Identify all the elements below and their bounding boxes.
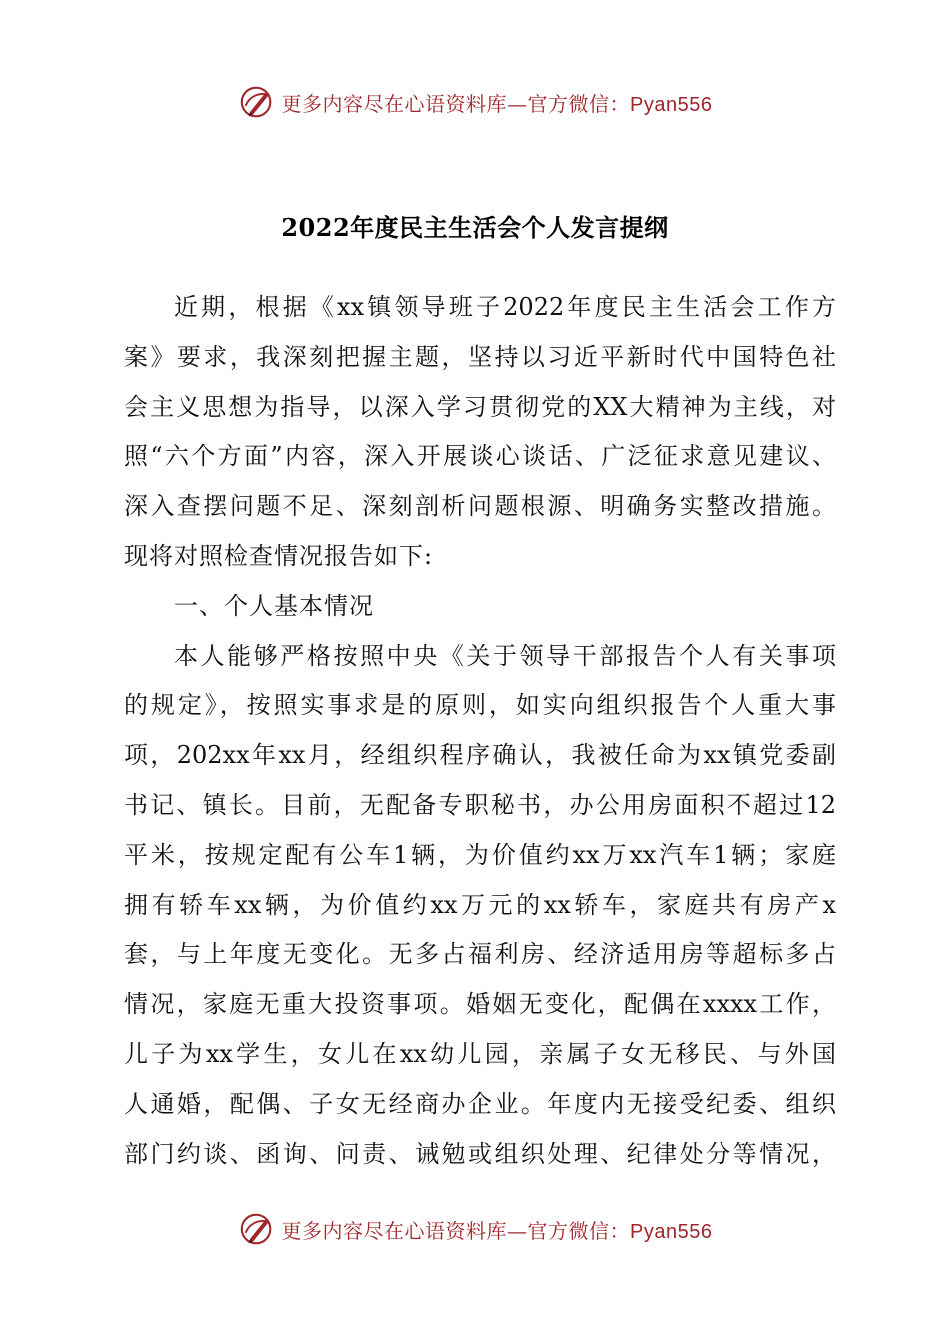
paragraph-line: 近期，根据《xx镇领导班子2022年度民主生活会工作方 [174, 293, 836, 321]
document-title: 2022年度民主生活会个人发言提纲 [281, 213, 669, 242]
paragraph-line: 项，202xx年xx月，经组织程序确认，我被任命为xx镇党委副 [124, 741, 836, 770]
section-heading: 一、个人基本情况 [174, 591, 374, 620]
paragraph-line: 儿子为xx学生，女儿在xx幼儿园，亲属子女无移民、与外国 [124, 1039, 836, 1068]
paragraph-line: 照“六个方面”内容，深入开展谈心谈话、广泛征求意见建议、 [124, 442, 836, 471]
paragraph-line: 书记、镇长。目前，无配备专职秘书，办公用房面积不超过12 [124, 790, 836, 819]
pen-swirl-logo-icon [238, 83, 276, 121]
wechat-id: Pyan556 [630, 1220, 713, 1243]
paragraph-line: 案》要求，我深刻把握主题，坚持以习近平新时代中国特色社 [124, 342, 836, 371]
header-banner [0, 80, 950, 124]
paragraph-line: 部门约谈、函询、问责、诫勉或组织处理、纪律处分等情况， [124, 1139, 836, 1168]
wechat-id: Pyan556 [630, 93, 713, 116]
paragraph-line: 现将对照检查情况报告如下: [124, 541, 434, 570]
document-body [124, 283, 836, 1179]
paragraph-line: 人通婚，配偶、子女无经商办企业。年度内无接受纪委、组织 [124, 1089, 836, 1118]
banner-text: 更多内容尽在心语资料库—官方微信：Pyan556 [281, 1218, 713, 1243]
paragraph-line: 的规定》，按照实事求是的原则，如实向组织报告个人重大事 [124, 691, 836, 720]
footer-banner [0, 1207, 950, 1251]
pen-swirl-logo-icon [238, 1210, 276, 1248]
paragraph-line: 平米，按规定配有公车1辆，为价值约xx万xx汽车1辆；家庭 [124, 840, 836, 869]
paragraph-line: 套，与上年度无变化。无多占福利房、经济适用房等超标多占 [124, 940, 836, 969]
paragraph-line: 情况，家庭无重大投资事项。婚姻无变化，配偶在xxxx工作， [124, 990, 836, 1019]
paragraph-line: 本人能够严格按照中央《关于领导干部报告个人有关事项 [174, 641, 836, 670]
paragraph-line: 深入查摆问题不足、深刻剖析问题根源、明确务实整改措施。 [124, 492, 836, 521]
paragraph-line: 拥有轿车xx辆，为价值约xx万元的xx轿车，家庭共有房产x [124, 890, 836, 919]
banner-text: 更多内容尽在心语资料库—官方微信：Pyan556 [281, 91, 713, 116]
paragraph-line: 会主义思想为指导，以深入学习贯彻党的XX大精神为主线，对 [124, 392, 836, 421]
